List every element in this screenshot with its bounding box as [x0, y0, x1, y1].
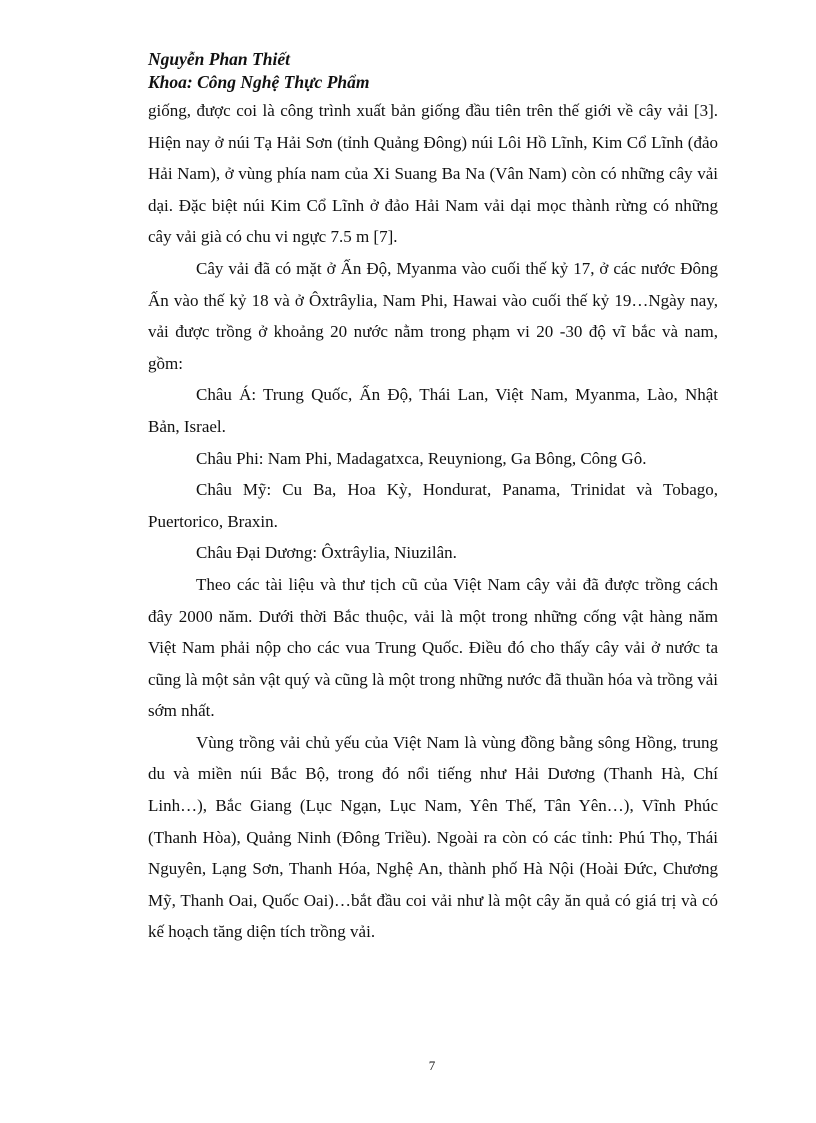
page-number: 7: [428, 1058, 436, 1073]
paragraph-asia: Châu Á: Trung Quốc, Ấn Độ, Thái Lan, Việt Nam, Myanma, Lào, Nhật Bản, Israel.: [148, 385, 718, 436]
page-header: [148, 48, 369, 94]
paragraph-continuation: giống, được coi là công trình xuất bản giống đầu tiên trên thế giới về cây vải [3]. Hiện nay ở núi Tạ Hải Sơn (tỉnh Quảng Đông) núi Lôi Hồ Lĩnh, Kim Cổ Lĩnh (đảo Hải Nam), ở vùng phía nam của Xi Suang Ba Na (Vân Nam) còn có những cây vải dại. Đặc biệt núi Kim Cổ Lĩnh ở đảo Hải Nam vải dại mọc thành rừng có những cây vải già có chu vi ngực 7.5 m [7].: [148, 101, 718, 247]
paragraph: Vùng trồng vải chủ yếu của Việt Nam là vùng đồng bằng sông Hồng, trung du và miền núi Bắc Bộ, trong đó nổi tiếng như Hải Dương (Thanh Hà, Chí Linh…), Bắc Giang (Lục Ngạn, Lục Nam, Yên Thế, Tân Yên…), Vĩnh Phúc (Thanh Hòa), Quảng Ninh (Đông Triều). Ngoài ra còn có các tỉnh: Phú Thọ, Thái Nguyên, Lạng Sơn, Thanh Hóa, Nghệ An, thành phố Hà Nội (Hoài Đức, Chương Mỹ, Thanh Oai, Quốc Oai)…bắt đầu coi vải như là một cây ăn quả có giá trị và có kế hoạch tăng diện tích trồng vải.: [148, 732, 718, 942]
document-body: [148, 95, 718, 948]
faculty-name: Khoa: Công Nghệ Thực Phẩm: [148, 72, 370, 92]
paragraph: Cây vải đã có mặt ở Ấn Độ, Myanma vào cuối thế kỷ 17, ở các nước Đông Ấn vào thế kỷ 18 và ở Ôxtrâylia, Nam Phi, Hawai vào cuối thế kỷ 19…Ngày nay, vải được trồng ở khoảng 20 nước nằm trong phạm vi 20 -30 độ vĩ bắc và nam, gồm:: [148, 258, 718, 373]
paragraph-africa: Châu Phi: Nam Phi, Madagatxca, Reuyniong, Ga Bông, Công Gô.: [196, 448, 647, 468]
author-name: Nguyễn Phan Thiết: [148, 49, 290, 69]
paragraph-america: Châu Mỹ: Cu Ba, Hoa Kỳ, Hondurat, Panama, Trinidat và Tobago, Puertorico, Braxin.: [148, 480, 718, 531]
paragraph-oceania: Châu Đại Dương: Ôxtrâylia, Niuzilân.: [196, 543, 457, 563]
paragraph: Theo các tài liệu và thư tịch cũ của Việt Nam cây vải đã được trồng cách đây 2000 năm. Dưới thời Bắc thuộc, vải là một trong những cống vật hàng năm Việt Nam phải nộp cho các vua Trung Quốc. Điều đó cho thấy cây vải ở nước ta cũng là một sản vật quý và cũng là một trong những nước đã thuần hóa và trồng vải sớm nhất.: [148, 574, 718, 721]
